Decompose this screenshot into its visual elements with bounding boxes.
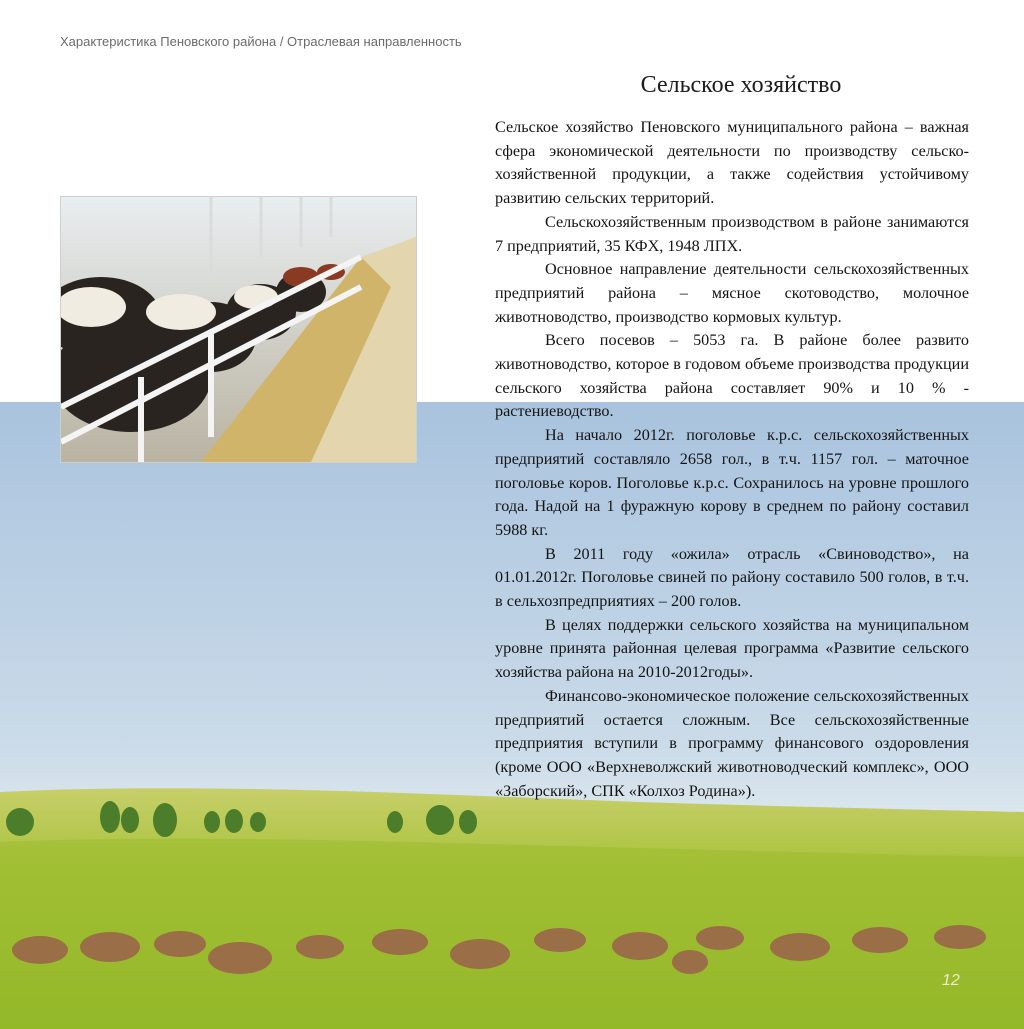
paragraph: На начало 2012г. поголовье к.р.с. сельскохозяйственных предприятий составляло 2658 гол., в т.ч. 1157 гол. – маточное поголовье коров. Поголовье к.р.с. Сохранилось на уровне прошлого года. Надой на 1 фуражную корову в среднем по району составил 5988 кг.	[495, 426, 969, 539]
paragraph: Сельскохозяйственным производством в районе занимаются 7 предприятий, 35 КФХ, 1948 ЛПХ.	[495, 212, 969, 255]
paragraph: Всего посевов – 5053 га. В районе более развито животноводство, которое в годовом объеме производства продукции сельского хозяйства района составляет 90% и 10 % - растениеводство.	[495, 331, 969, 421]
page-title: Сельское хозяйство	[640, 72, 842, 98]
article-body	[495, 116, 969, 803]
breadcrumb: Характеристика Пеновского района / Отраслевая направленность	[60, 34, 462, 49]
paragraph: Основное направление деятельности сельскохозяйственных предприятий района – мясное скотоводство, молочное животноводство, производство кормовых культур.	[495, 260, 969, 326]
barn-cattle-photo	[61, 197, 416, 462]
paragraph: Сельское хозяйство Пеновского муниципального района – важная сфера экономической деятельности по производству сельско-хозяйственной продукции, а также содействия устойчивому развитию сельских территорий.	[495, 118, 969, 208]
paragraph: В 2011 году «ожила» отрасль «Свиноводство», на 01.01.2012г. Поголовье свиней по району составило 500 голов, в т.ч. в сельхозпредприятиях – 200 голов.	[495, 544, 969, 611]
page-number: 12	[942, 972, 960, 989]
paragraph: В целях поддержки сельского хозяйства на муниципальном уровне принята районная целевая программа «Развитие сельского хозяйства района на 2010-2012годы».	[495, 615, 969, 682]
paragraph: Финансово-экономическое положение сельскохозяйственных предприятий остается сложным. Все сельскохозяйственные предприятия вступили в программу финансового оздоровления (кроме ООО «Верхневолжский животноводческий комплекс», ООО «Заборский», СПК «Колхоз Родина»).	[495, 686, 969, 800]
